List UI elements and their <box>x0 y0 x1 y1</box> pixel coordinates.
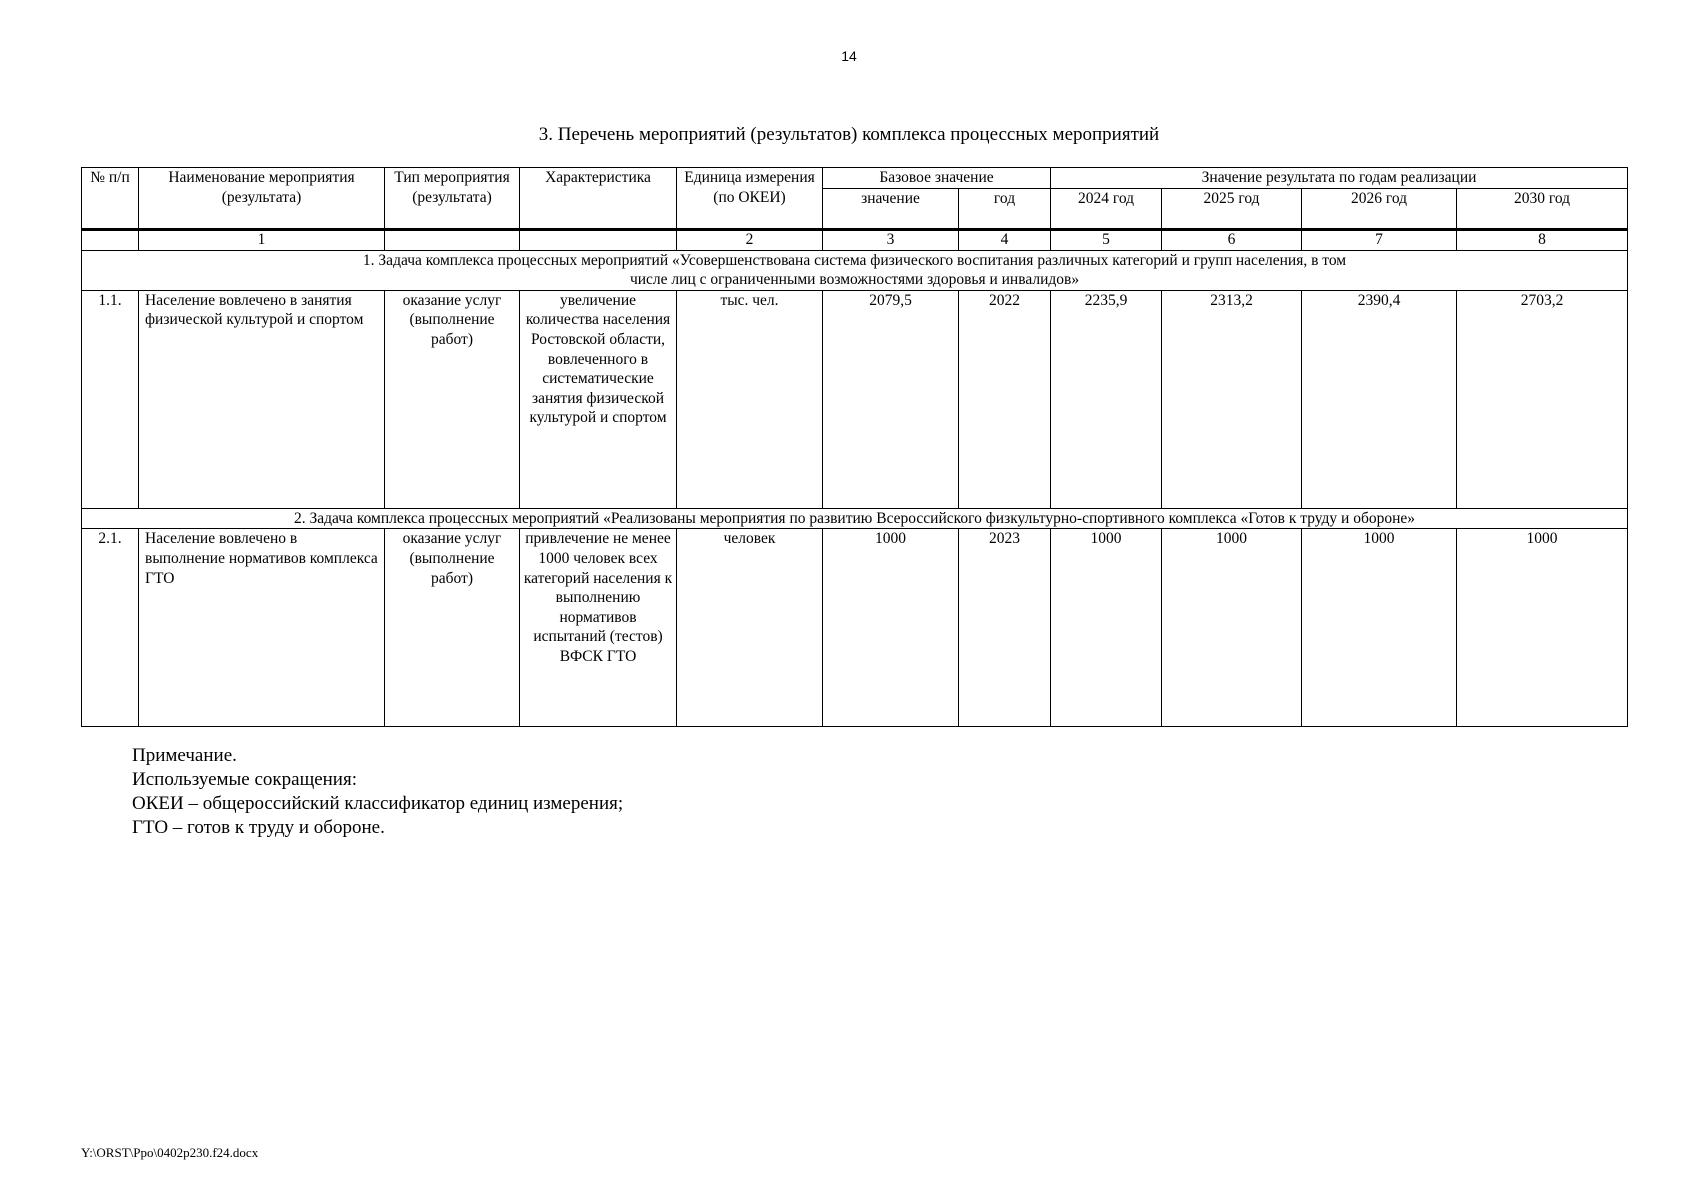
row-type: оказание услуг (выполнение работ) <box>385 529 520 727</box>
task-row <box>82 508 1628 529</box>
row-value-2030: 2703,2 <box>1457 290 1628 508</box>
header-2025: 2025 год <box>1162 188 1302 229</box>
row-base-year: 2022 <box>959 290 1051 508</box>
row-num: 2.1. <box>82 529 139 727</box>
task-1-heading <box>82 250 1628 290</box>
column-number: 4 <box>959 229 1051 250</box>
header-unit: Единица измерения (по ОКЕИ) <box>677 168 823 230</box>
header-name: Наименование мероприятия (результата) <box>139 168 385 230</box>
header-num: № п/п <box>82 168 139 230</box>
header-2030: 2030 год <box>1457 188 1628 229</box>
results-table <box>81 167 1628 727</box>
header-base-value: значение <box>823 188 959 229</box>
row-characteristic: увеличение количества населения Ростовской области, вовлеченного в систематические занятия физической культурой и спортом <box>520 290 677 508</box>
row-value-2026: 2390,4 <box>1302 290 1457 508</box>
page-number: 14 <box>841 48 857 64</box>
row-base-value: 1000 <box>823 529 959 727</box>
note-abbreviations-label: Используемые сокращения: <box>132 769 357 790</box>
row-unit: тыс. чел. <box>677 290 823 508</box>
column-numbers-row <box>82 229 1628 250</box>
column-number: 2 <box>677 229 823 250</box>
note-abbreviation: ОКЕИ – общероссийский классификатор единиц измерения; <box>132 793 624 814</box>
column-number: 1 <box>139 229 385 250</box>
header-base-year: год <box>959 188 1051 229</box>
table-row <box>82 529 1628 727</box>
header-values-by-year: Значение результата по годам реализации <box>1051 168 1628 189</box>
header-2026: 2026 год <box>1302 188 1457 229</box>
page-title: 3. Перечень мероприятий (результатов) комплекса процессных мероприятий <box>538 124 1160 145</box>
note-abbreviation: ГТО – готов к труду и обороне. <box>132 817 385 838</box>
row-base-year: 2023 <box>959 529 1051 727</box>
row-value-2025: 1000 <box>1162 529 1302 727</box>
task-1-text: 1. Задача комплекса процессных мероприятий «Усовершенствована система физического воспитания различных категорий и групп населения, в том числе лиц с ограниченными возможностями здоровья и инвалидов» <box>362 251 1347 289</box>
column-number <box>385 229 520 250</box>
row-name: Население вовлечено в выполнение нормативов комплекса ГТО <box>139 529 385 727</box>
row-type: оказание услуг (выполнение работ) <box>385 290 520 508</box>
row-value-2024: 1000 <box>1051 529 1162 727</box>
column-number <box>82 229 139 250</box>
column-number: 5 <box>1051 229 1162 250</box>
row-num: 1.1. <box>82 290 139 508</box>
header-row <box>82 168 1628 189</box>
notes <box>132 744 623 840</box>
header-characteristic: Характеристика <box>520 168 677 230</box>
task-2-heading: 2. Задача комплекса процессных мероприятий «Реализованы мероприятия по развитию Всероссийского физкультурно-спортивного комплекса «Готов к труду и обороне» <box>82 508 1628 529</box>
row-base-value: 2079,5 <box>823 290 959 508</box>
column-number: 8 <box>1457 229 1628 250</box>
header-base: Базовое значение <box>823 168 1051 189</box>
row-unit: человек <box>677 529 823 727</box>
header-type: Тип мероприятия (результата) <box>385 168 520 230</box>
row-value-2025: 2313,2 <box>1162 290 1302 508</box>
column-number: 3 <box>823 229 959 250</box>
row-name: Население вовлечено в занятия физической культурой и спортом <box>139 290 385 508</box>
note-heading: Примечание. <box>132 745 237 766</box>
row-characteristic: привлечение не менее 1000 человек всех категорий населения к выполнению нормативов испытаний (тестов) ВФСК ГТО <box>520 529 677 727</box>
table-row <box>82 290 1628 508</box>
header-2024: 2024 год <box>1051 188 1162 229</box>
task-row <box>82 250 1628 290</box>
row-value-2030: 1000 <box>1457 529 1628 727</box>
footer-file-path: Y:\ORST\Ppo\0402p230.f24.docx <box>81 1145 259 1160</box>
row-value-2026: 1000 <box>1302 529 1457 727</box>
column-number: 7 <box>1302 229 1457 250</box>
row-value-2024: 2235,9 <box>1051 290 1162 508</box>
column-number <box>520 229 677 250</box>
column-number: 6 <box>1162 229 1302 250</box>
